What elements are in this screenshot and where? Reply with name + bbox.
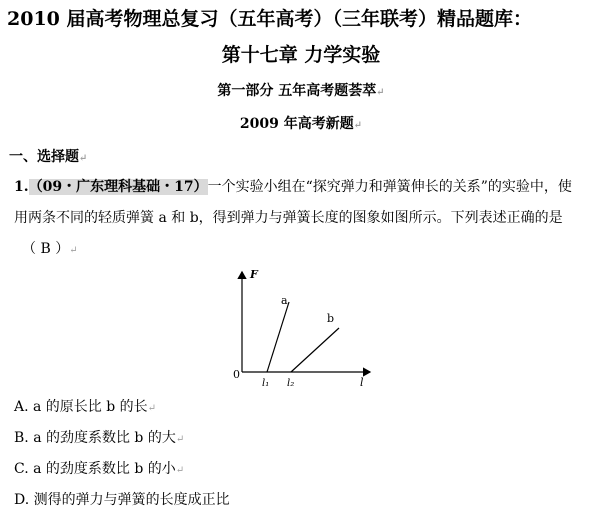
line-a	[267, 302, 289, 372]
line-a-label: a	[281, 294, 288, 307]
option-d	[14, 489, 230, 509]
question-text-1: 一个实验小组在“探究弹力和弹簧伸长的关系”的实验中，使	[207, 179, 572, 195]
return-mark-icon: ↵	[175, 465, 185, 476]
tick-l2-label: l₂	[287, 378, 295, 389]
question-number: 1.	[14, 179, 29, 195]
document-title: 2010 届高考物理总复习（五年高考）（三年联考）精品题库：	[7, 8, 532, 30]
question-answer	[22, 238, 78, 258]
answer-text: （ B ）	[22, 241, 70, 257]
part-heading	[0, 80, 602, 100]
return-mark-icon: ↵	[69, 245, 78, 256]
return-mark-icon: ↵	[376, 87, 385, 98]
return-mark-icon: ↵	[175, 434, 185, 445]
option-a-text: A. a 的原长比 b 的长	[14, 399, 148, 415]
option-d-text: D. 测得的弹力与弹簧的长度成正比	[14, 492, 230, 508]
line-b-label: b	[327, 312, 335, 325]
part-heading-text: 第一部分 五年高考题荟萃	[217, 83, 377, 99]
option-b	[14, 427, 184, 447]
section-heading-text: 一、选择题	[9, 149, 79, 165]
question-line-2: 用两条不同的轻质弹簧 a 和 b，得到弹力与弹簧长度的图象如图所示。下列表述正确的是	[14, 210, 563, 226]
option-c	[14, 458, 184, 478]
chapter-title: 第十七章 力学实验	[221, 44, 381, 66]
year-heading-text: 2009 年高考新题	[239, 116, 354, 132]
return-mark-icon: ↵	[147, 403, 157, 414]
line-b	[291, 328, 339, 372]
y-axis-label: F	[250, 268, 258, 281]
return-mark-icon: ↵	[353, 120, 363, 131]
year-heading	[0, 113, 602, 133]
origin-label: 0	[233, 368, 240, 381]
question-line-1	[14, 176, 572, 196]
option-c-text: C. a 的劲度系数比 b 的小	[14, 461, 176, 477]
section-heading	[9, 146, 87, 166]
question-source: （09・广东理科基础・17）	[28, 179, 208, 195]
option-b-text: B. a 的劲度系数比 b 的大	[14, 430, 176, 446]
x-axis-label: l	[360, 376, 364, 389]
option-a	[14, 396, 156, 416]
tick-l1-label: l₁	[262, 378, 270, 389]
spring-force-graph	[222, 262, 382, 390]
return-mark-icon: ↵	[79, 153, 88, 164]
